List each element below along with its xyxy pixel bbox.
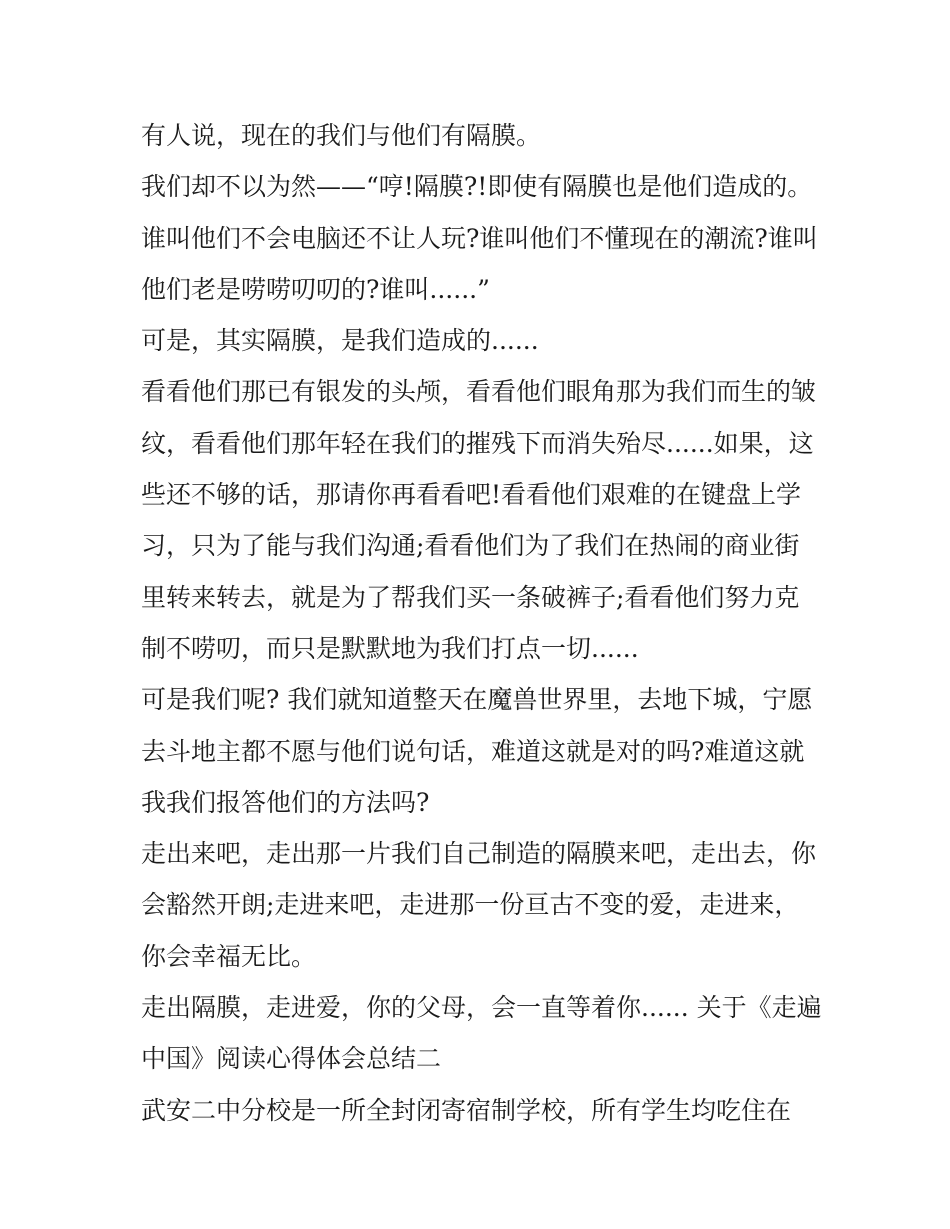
text-line: 可是，其实隔膜，是我们造成的...... [141, 326, 539, 356]
text-line: 我们却不以为然——“哼!隔膜?!即使有隔膜也是他们造成的。 [141, 172, 813, 202]
text-line: 去斗地主都不愿与他们说句话，难道这就是对的吗?难道这就 [141, 736, 805, 766]
text-line: 些还不够的话，那请你再看看吧!看看他们艰难的在键盘上学 [141, 480, 802, 510]
text-line: 你会幸福无比。 [141, 941, 317, 971]
text-line: 他们老是唠唠叨叨的?谁叫......” [141, 274, 490, 304]
text-line: 我我们报答他们的方法吗? [141, 787, 430, 817]
text-line: 武安二中分校是一所全封闭寄宿制学校，所有学生均吃住在 [141, 1095, 792, 1125]
text-line: 中国》阅读心得体会总结二 [141, 1044, 442, 1074]
text-line: 纹，看看他们那年轻在我们的摧残下而消失殆尽......如果，这 [141, 428, 814, 458]
text-line: 谁叫他们不会电脑还不让人玩?谁叫他们不懂现在的潮流?谁叫 [141, 223, 818, 253]
text-line: 里转来转去，就是为了帮我们买一条破裤子;看看他们努力克 [141, 582, 800, 612]
text-line: 走出隔膜，走进爱，你的父母，会一直等着你...... 关于《走遍 [141, 993, 822, 1023]
text-line: 会豁然开朗;走进来吧，走进那一份亘古不变的爱，走进来， [141, 890, 800, 920]
text-line: 制不唠叨，而只是默默地为我们打点一切...... [141, 633, 639, 663]
text-line: 可是我们呢? 我们就知道整天在魔兽世界里，去地下城，宁愿 [141, 685, 813, 715]
text-line: 有人说，现在的我们与他们有隔膜。 [141, 121, 542, 150]
text-line: 走出来吧，走出那一片我们自己制造的隔膜来吧，走出去，你 [141, 839, 817, 869]
document-body [141, 110, 822, 1136]
text-line: 看看他们那已有银发的头颅，看看他们眼角那为我们而生的皱 [141, 377, 817, 407]
text-line: 习，只为了能与我们沟通;看看他们为了我们在热闹的商业街 [141, 531, 800, 561]
